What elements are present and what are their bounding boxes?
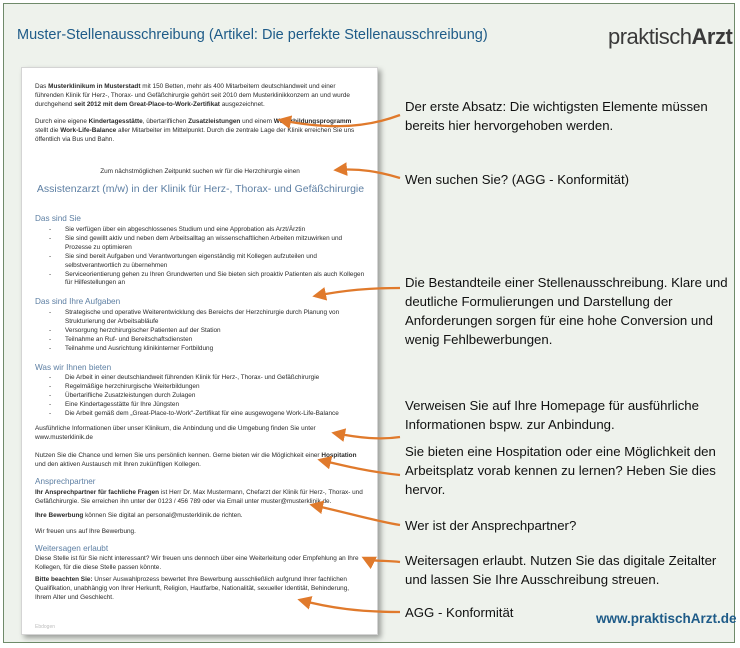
section-heading-contact: Ansprechpartner <box>35 477 96 486</box>
annotation-share: Weitersagen erlaubt. Nutzen Sie das digitale Zeitalter und lassen Sie Ihre Ausschreibung streuen. <box>405 553 717 587</box>
application-paragraph: Ihre Bewerbung können Sie digital an personal@musterklinik.de richten. <box>35 512 243 519</box>
closing-line: Wir freuen uns auf Ihre Bewerbung. <box>35 528 136 535</box>
job-title: Assistenzarzt (m/w) in der Klinik für Herz-, Thorax- und Gefäßchirurgie <box>36 183 365 195</box>
benefits-paragraph: Durch eine eigene Kindertagesstätte, übertariflichen Zusatzleistungen und einem Weiterbildungsprogramm stellt die Work-Life-Balance aller Mitarbeiter im Mittelpunkt. Durch die zentrale Lage der Klinik erreichen Sie uns öffentlich via Bus und Bahn. <box>35 118 355 143</box>
page-title: Muster-Stellenausschreibung (Artikel: Die perfekte Stellenausschreibung) <box>17 27 488 43</box>
section-heading-profile: Das sind Sie <box>35 214 81 223</box>
list-item: - Strategische und operative Weiterentwicklung des Bereichs der Herzchirurgie durch Planung von Strukturierung der Arbeitsabläufe <box>35 309 365 327</box>
list-item: - Serviceorientierung gehen zu Ihren Grundwerten und Sie bieten sich proaktiv Patienten als auch Kollegen für Hilfestellungen an <box>35 271 365 289</box>
contact-paragraph: Ihr Ansprechpartner für fachliche Fragen ist Herr Dr. Max Mustermann, Chefarzt der Klinik für Herz-, Thorax- und Gefäßchirurgie. Sie erreichen ihn unter der 0123 / 456 789 oder via Email unter muster@musterklinik.de. <box>35 489 363 505</box>
list-item: - Teilnahme und Ausrichtung klinikinterner Fortbildung <box>35 345 365 354</box>
search-line: Zum nächstmöglichen Zeitpunkt suchen wir für die Herzchirurgie einen <box>100 168 300 175</box>
arrow-contact <box>312 505 400 525</box>
list-item: - Eine Kindertagesstätte für Ihre Jüngsten <box>35 401 365 410</box>
list-item: - Versorgung herzchirurgischer Patienten auf der Station <box>35 327 365 336</box>
list-item: - Sie verfügen über ein abgeschlossenes Studium und eine Approbation als Arzt/Ärztin <box>35 226 365 235</box>
logo-text-praktisch: praktisch <box>608 24 692 49</box>
list-item: - Die Arbeit gemäß dem „Great-Place-to-Work"-Zertifikat für eine ausgewogene Work-Life-Balance <box>35 410 365 419</box>
annotation-components: Die Bestandteile einer Stellenausschreibung. Klare und deutliche Formulierungen und Darstellung der Anforderungen sorgen für eine hohe Conversion und wenig Fehlbewerbungen. <box>405 275 728 347</box>
annotation-hospitation: Sie bieten eine Hospitation oder eine Möglichkeit den Arbeitsplatz vorab kennen zu lernen? Heben Sie dies hervor. <box>405 444 716 497</box>
list-item: - Übertarifliche Zusatzleistungen durch Zulagen <box>35 392 365 401</box>
section-heading-tasks: Das sind Ihre Aufgaben <box>35 297 121 306</box>
annotation-who-are-you-looking-for: Wen suchen Sie? (AGG - Konformität) <box>405 172 630 187</box>
arrow-first-paragraph <box>280 115 400 126</box>
arrow-components <box>315 288 400 296</box>
list-item: - Teilnahme an Ruf- und Bereitschaftsdiensten <box>35 336 365 345</box>
annotation-contact-person: Wer ist der Ansprechpartner? <box>405 518 577 533</box>
annotation-first-paragraph: Der erste Absatz: Die wichtigsten Elemente müssen bereits hier hervorgehoben werden. <box>405 99 708 133</box>
agg-paragraph: Bitte beachten Sie: Unser Auswahlprozess bewertet Ihre Bewerbung ausschließlich aufgrund Ihrer fachlichen Qualifikation, unabhängig von Ihrer Herkunft, Religion, Hautfarbe, Nationalität, sexueller Identität, Behinderung, Ihrem Alter und Geschlecht. <box>35 576 350 601</box>
annotation-agg: AGG - Konformität <box>405 605 514 620</box>
share-paragraph: Diese Stelle ist für Sie nicht interessant? Wir freuen uns dennoch über eine Weiterleitung oder Empfehlung an Ihre Kollegen, für die diese Stelle passen könnte. <box>35 555 359 571</box>
arrow-hospitation <box>320 460 400 475</box>
section-heading-share: Weitersagen erlaubt <box>35 544 109 553</box>
arrow-homepage <box>334 433 400 438</box>
arrow-agg <box>300 600 400 612</box>
annotation-homepage: Verweisen Sie auf Ihre Homepage für ausführliche Informationen bspw. zur Anbindung. <box>405 398 699 432</box>
document-footer-mark: Ebdogen <box>35 624 56 630</box>
list-item: - Sie sind gewillt aktiv und neben dem Arbeitsalltag an wissenschaftlichen Arbeiten mitzuwirken und Prozesse zu optimieren <box>35 235 365 253</box>
homepage-paragraph: Ausführliche Informationen über unser Klinikum, die Anbindung und die Umgebung finden Sie unter www.musterklinik.de <box>35 425 316 441</box>
list-item: - Die Arbeit in einer deutschlandweit führenden Klinik für Herz-, Thorax- und Gefäßchirurgie <box>35 374 365 383</box>
section-heading-offer: Was wir Ihnen bieten <box>35 363 112 372</box>
arrow-job-search <box>336 169 400 178</box>
hospitation-paragraph: Nutzen Sie die Chance und lernen Sie uns persönlich kennen. Gerne bieten wir die Möglichkeit einer Hospitation und den aktiven Austausch mit Ihren zukünftigen Kollegen. <box>35 452 357 468</box>
intro-paragraph: Das Musterklinikum in Musterstadt mit 150 Betten, mehr als 400 Mitarbeitern deutschlandweit und einer führenden Klinik für Herz-, Thorax- und Gefäßchirurgie gehört seit 2010 dem Musterklinikkonzern an und wurde durchgehend seit 2012 mit dem Great-Place-to-Work-Zertifikat ausgezeichnet. <box>35 83 350 108</box>
footer-url: www.praktischArzt.de <box>596 611 737 626</box>
arrow-share <box>364 558 400 562</box>
logo-text-arzt: Arzt <box>691 24 733 49</box>
list-item: - Sie sind bereit Aufgaben und Verantwortungen eigenständig mit Kollegen aufzuteilen und selbstverantwortlich zu übernehmen <box>35 253 365 271</box>
list-item: - Regelmäßige herzchirurgische Weiterbildungen <box>35 383 365 392</box>
